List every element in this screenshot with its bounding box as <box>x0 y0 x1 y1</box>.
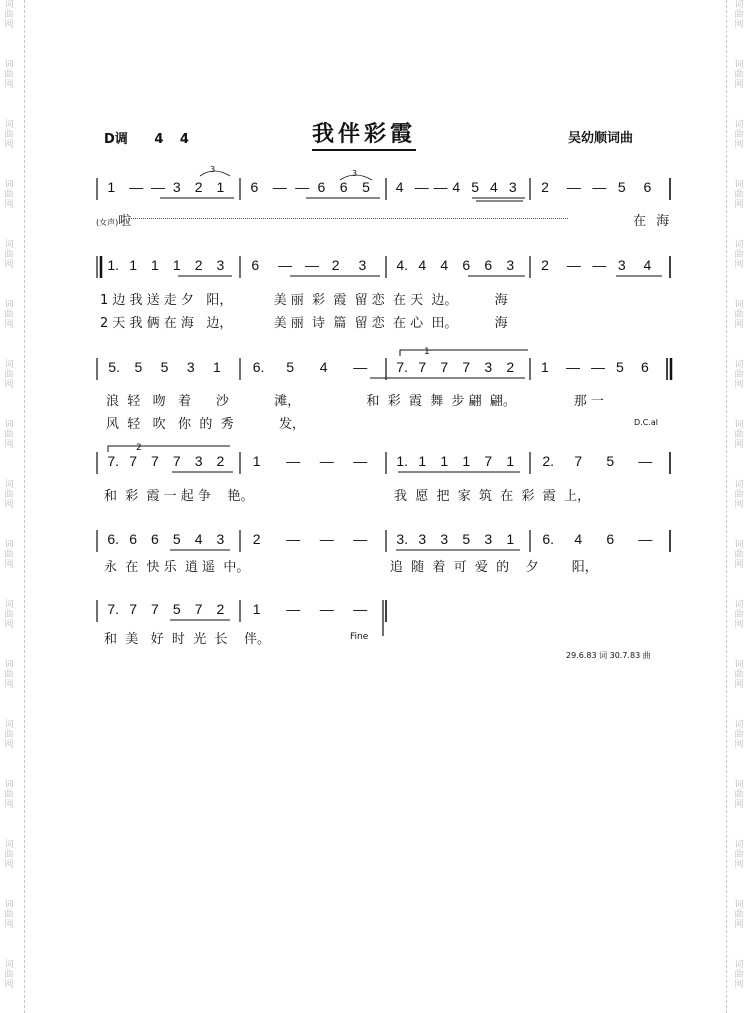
row4-m1-note: 7 <box>151 453 159 469</box>
row4-m1-note: 3 <box>194 453 203 469</box>
triplet-mark: 3 <box>210 165 216 174</box>
row2-m4-note: 3 <box>617 257 626 273</box>
row1-m4-note: — <box>566 179 581 195</box>
row2-m1-note: 1 <box>172 257 181 273</box>
watermark-mark: 词 曲 网 <box>734 0 744 30</box>
row3-m4-note: 1 <box>541 359 549 375</box>
row6-m2-note: — <box>353 601 368 617</box>
volta-2-label: 2 <box>136 443 142 453</box>
watermark-mark: 词 曲 网 <box>4 360 14 390</box>
fine-marking: Fine <box>350 632 369 642</box>
intro-lyric-end: 在 海 <box>633 214 670 229</box>
dc-al-marking: D.C.al <box>634 418 658 427</box>
verse2-lyric: 2 天 我 俩 在 海 边， 美 丽 诗 篇 留 恋 在 心 田。 海 <box>100 316 508 331</box>
row2-m2-note: 2 <box>331 257 340 273</box>
row1-m2-note: — <box>272 179 287 195</box>
row5-m3-note: 1 <box>506 531 515 547</box>
row2-m1-note: 1 <box>129 257 137 273</box>
row6-m2-note: — <box>319 601 334 617</box>
row4-m3-note: 1 <box>506 453 515 469</box>
watermark-mark: 词 曲 网 <box>4 780 14 810</box>
row1-m1-note: — <box>129 179 144 195</box>
row1-m2-note: 6 <box>339 179 348 195</box>
row4-m1-note: 7 <box>172 453 181 469</box>
row2-m4-note: 4 <box>643 257 652 273</box>
row6-m1-note: 7. <box>107 601 120 617</box>
triplet-mark: 3 <box>352 169 358 178</box>
watermark-mark: 词 曲 网 <box>4 240 14 270</box>
row1-m1-note: 1 <box>107 179 116 195</box>
watermark-mark: 词 曲 网 <box>4 840 14 870</box>
watermark-mark: 词 曲 网 <box>734 60 744 90</box>
row4-m4-note: 5 <box>606 453 615 469</box>
watermark-mark: 词 曲 网 <box>4 720 14 750</box>
row2-m4-note: 2 <box>541 257 549 273</box>
watermark-mark: 词 曲 网 <box>734 360 744 390</box>
key-label: D调 <box>104 132 128 147</box>
row2-m2-note: — <box>278 257 293 273</box>
watermark-mark: 词 曲 网 <box>4 60 14 90</box>
row4-m1-note: 7 <box>129 453 137 469</box>
row4-m3-note: 1. <box>396 453 409 469</box>
row1-m2-note: — <box>295 179 310 195</box>
row1-m1-note: 3 <box>172 179 181 195</box>
row1-m3-note: — <box>414 179 429 195</box>
row3-m1-note: 1 <box>213 359 221 375</box>
row3-lyric-a: 浪 轻 吻 着 沙 滩， 和 彩 霞 舞 步 翩 翩。 那 一 <box>106 394 604 409</box>
row6-m1-note: 5 <box>172 601 181 617</box>
row5-m1-note: 6. <box>107 531 120 547</box>
row3-m2-note: 6. <box>252 359 265 375</box>
volta-1-label: 1 <box>424 347 430 357</box>
row4-m4-note: — <box>638 453 653 469</box>
intro-lyric <box>96 210 131 229</box>
row1-m4-note: — <box>592 179 607 195</box>
row1-m2-note: 6 <box>317 179 326 195</box>
row5-m2-note: — <box>353 531 368 547</box>
row4-m1-note: 2 <box>216 453 225 469</box>
row1-m2-note: 6 <box>250 179 259 195</box>
watermark-mark: 词 曲 网 <box>734 120 744 150</box>
row5-m2-note: — <box>286 531 301 547</box>
watermark-mark: 词 曲 网 <box>4 480 14 510</box>
row6-m2-note: — <box>286 601 301 617</box>
row5-m3-note: 5 <box>462 531 471 547</box>
watermark-mark: 词 曲 网 <box>734 300 744 330</box>
row6-lyric: 和 美 好 时 光 长 伴。 <box>104 632 270 647</box>
watermark-mark: 词 曲 网 <box>4 540 14 570</box>
watermark-mark: 词 曲 网 <box>4 420 14 450</box>
row2-m3-note: 4 <box>440 257 449 273</box>
watermark-mark: 词 曲 网 <box>4 960 14 990</box>
row4-m3-note: 1 <box>418 453 427 469</box>
row3-m1-note: 5 <box>160 359 169 375</box>
row1-m1-note: 2 <box>194 179 203 195</box>
watermark-mark: 词 曲 网 <box>734 600 744 630</box>
watermark-mark: 词 曲 网 <box>734 660 744 690</box>
row5-m3-note: 3. <box>396 531 409 547</box>
row6-m1-note: 2 <box>216 601 225 617</box>
row4-m2-note: — <box>319 453 334 469</box>
row1-m3-note: 5 <box>471 179 479 195</box>
row5-lyric: 永 在 快 乐 逍 遥 中。 追 随 着 可 爱 的 夕 阳， <box>104 560 598 575</box>
row4-m3-note: 1 <box>462 453 471 469</box>
watermark-mark: 词 曲 网 <box>4 300 14 330</box>
watermark-mark: 词 曲 网 <box>4 0 14 30</box>
row5-m1-note: 6 <box>151 531 159 547</box>
row3-m3-note: 3 <box>484 359 493 375</box>
row3-m4-note: — <box>591 359 605 375</box>
row4-m2-note: — <box>286 453 301 469</box>
row1-m3-note: 4 <box>452 179 461 195</box>
row6-m2-note: 1 <box>252 601 261 617</box>
row3-m1-note: 5 <box>134 359 143 375</box>
row5-m1-note: 5 <box>172 531 181 547</box>
intro-word: 啦 <box>118 214 132 229</box>
row3-m4-note: 5 <box>616 359 624 375</box>
watermark-mark: 词 曲 网 <box>4 180 14 210</box>
row4-m2-note: — <box>353 453 368 469</box>
row2-m2-note: — <box>304 257 319 273</box>
row5-m3-note: 3 <box>418 531 427 547</box>
row2-m1-note: 2 <box>194 257 203 273</box>
row5-m2-note: — <box>319 531 334 547</box>
row1-m4-note: 2 <box>541 179 549 195</box>
row5-m4-note: 6 <box>606 531 615 547</box>
row5-m4-note: 4 <box>574 531 583 547</box>
row4-m4-note: 2. <box>542 453 555 469</box>
row1-m3-note: 4 <box>395 179 404 195</box>
row2-m2-note: 3 <box>358 257 367 273</box>
row2-m3-note: 4 <box>418 257 427 273</box>
row5-m1-note: 6 <box>129 531 137 547</box>
row1-m2-note: 5 <box>362 179 370 195</box>
row2-m1-note: 1. <box>107 257 120 273</box>
row1-m3-note: — <box>433 179 448 195</box>
watermark-mark: 词 曲 网 <box>734 180 744 210</box>
row3-m3-note: 7. <box>396 359 409 375</box>
row1-m3-note: 3 <box>508 179 517 195</box>
row1-m4-note: 5 <box>617 179 626 195</box>
watermark-mark: 词 曲 网 <box>4 600 14 630</box>
row4-m3-note: 1 <box>440 453 449 469</box>
row5-m2-note: 2 <box>252 531 261 547</box>
volta-1-bracket <box>400 350 528 356</box>
row3-m4-note: — <box>566 359 580 375</box>
row3-m2-note: — <box>353 359 368 375</box>
row6-m1-note: 7 <box>151 601 159 617</box>
row6-m1-note: 7 <box>194 601 203 617</box>
row3-m2-note: 5 <box>286 359 294 375</box>
row5-m3-note: 3 <box>484 531 493 547</box>
row4-m3-note: 7 <box>484 453 493 469</box>
row5-m1-note: 4 <box>194 531 203 547</box>
watermark-mark: 词 曲 网 <box>734 420 744 450</box>
row1-m3-note: 4 <box>490 179 498 195</box>
row3-m3-note: 2 <box>506 359 515 375</box>
row4-lyric: 和 彩 霞 一 起 争 艳。 我 愿 把 家 筑 在 彩 霞 上， <box>104 489 591 504</box>
author-credit: 吴幼顺词曲 <box>568 131 634 146</box>
composition-date: 29.6.83 词 30.7.83 曲 <box>566 651 651 660</box>
watermark-mark: 词 曲 网 <box>734 960 744 990</box>
row2-m1-note: 3 <box>216 257 225 273</box>
watermark-mark: 词 曲 网 <box>4 900 14 930</box>
row3-m3-note: 7 <box>418 359 427 375</box>
row2-m4-note: — <box>566 257 581 273</box>
row3-m2-note: 4 <box>319 359 328 375</box>
intro-dots <box>128 208 568 219</box>
intro-voice-label: (女声) <box>96 218 119 227</box>
row5-m4-note: 6. <box>542 531 555 547</box>
row2-m4-note: — <box>592 257 607 273</box>
row2-m3-note: 4. <box>396 257 409 273</box>
row5-m1-note: 3 <box>216 531 225 547</box>
row1-m1-note: 1 <box>216 179 225 195</box>
song-title: 我伴彩霞 <box>312 117 416 151</box>
watermark-mark: 词 曲 网 <box>4 120 14 150</box>
row6-m1-note: 7 <box>129 601 137 617</box>
row4-m4-note: 7 <box>574 453 583 469</box>
time-signature: 4 4 <box>154 132 195 147</box>
row5-m3-note: 3 <box>440 531 449 547</box>
watermark-mark: 词 曲 网 <box>734 840 744 870</box>
row3-m1-note: 5. <box>108 359 120 375</box>
row4-m1-note: 7. <box>107 453 120 469</box>
row2-m1-note: 1 <box>151 257 159 273</box>
watermark-mark: 词 曲 网 <box>4 660 14 690</box>
watermark-mark: 词 曲 网 <box>734 240 744 270</box>
row1-m1-note: — <box>151 179 166 195</box>
row2-m2-note: 6 <box>251 257 260 273</box>
watermark-mark: 词 曲 网 <box>734 480 744 510</box>
row1-m4-note: 6 <box>643 179 652 195</box>
row3-m3-note: 7 <box>462 359 471 375</box>
watermark-mark: 词 曲 网 <box>734 720 744 750</box>
row3-m1-note: 3 <box>186 359 195 375</box>
row3-m4-note: 6 <box>641 359 649 375</box>
row2-m3-note: 6 <box>484 257 493 273</box>
row3-lyric-b: 风 轻 吹 你 的 秀 发， <box>106 417 306 432</box>
row2-m3-note: 6 <box>462 257 471 273</box>
watermark-mark: 词 曲 网 <box>734 900 744 930</box>
row3-m3-note: 7 <box>440 359 449 375</box>
watermark-mark: 词 曲 网 <box>734 780 744 810</box>
watermark-mark: 词 曲 网 <box>734 540 744 570</box>
row2-m3-note: 3 <box>506 257 515 273</box>
row4-m2-note: 1 <box>252 453 261 469</box>
verse1-lyric: 1 边 我 送 走 夕 阳， 美 丽 彩 霞 留 恋 在 天 边。 海 <box>100 293 508 308</box>
volta-2-bracket <box>108 446 230 452</box>
row5-m4-note: — <box>638 531 653 547</box>
